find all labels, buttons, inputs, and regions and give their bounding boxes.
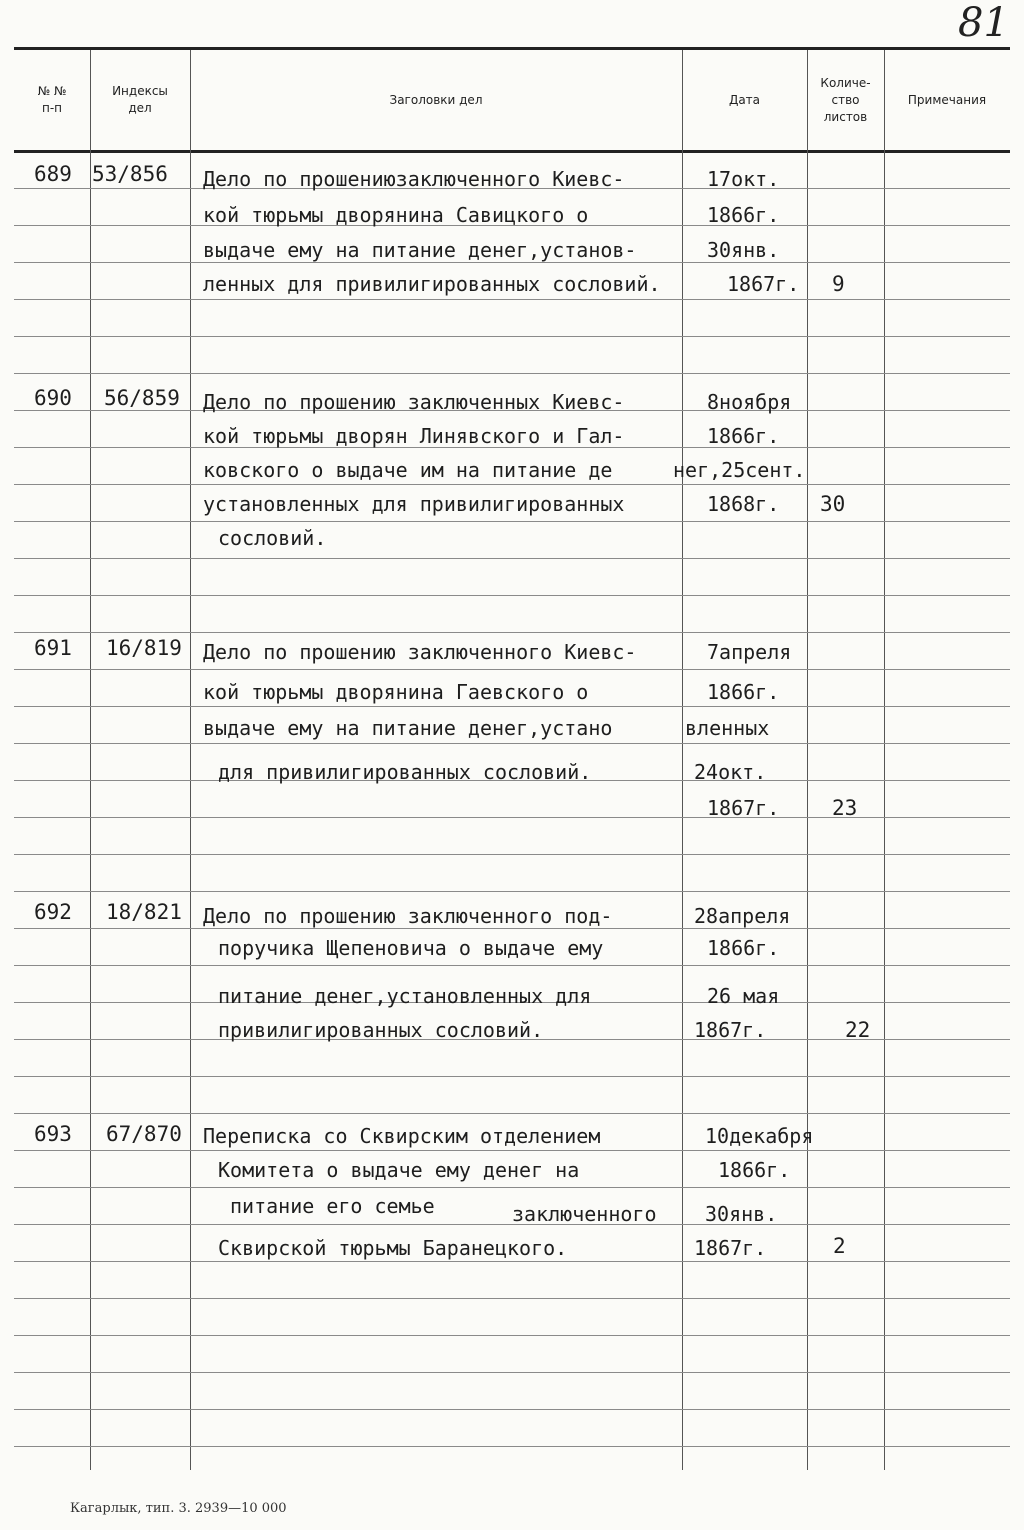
record-title-line: Дело по прошениюзаключенного Киевс- — [203, 167, 625, 191]
record-index: 56/859 — [104, 386, 180, 410]
record-title-line: сословий. — [218, 526, 327, 550]
grid-line — [14, 558, 1010, 559]
record-date-line: 1866г. — [707, 680, 780, 704]
header-col-title: Заголовки дел — [389, 92, 483, 107]
record-date-line: 1866г. — [707, 936, 780, 960]
grid-line — [14, 595, 1010, 596]
record-number: 689 — [34, 162, 72, 186]
record-title-line: кой тюрьмы дворянина Савицкого о — [203, 203, 589, 227]
record-date-line: 28апреля — [694, 904, 791, 928]
record-title-line: Комитета о выдаче ему денег на — [218, 1158, 580, 1182]
header-col-sheets: Количе- ство листов — [820, 75, 871, 124]
grid-line — [14, 706, 1010, 707]
record-title-line: ленных для привилигированных сословий. — [203, 272, 661, 296]
grid-line — [14, 336, 1010, 337]
record-number: 691 — [34, 636, 72, 660]
record-date-line: 1866г. — [707, 424, 780, 448]
grid-line — [14, 262, 1010, 263]
grid-line — [14, 1076, 1010, 1077]
top-rule — [14, 47, 1010, 50]
record-date-line: 7апреля — [707, 640, 792, 664]
record-title-line: для привилигированных сословий. — [218, 760, 592, 784]
record-title-line: поручика Щепеновича о выдаче ему — [218, 936, 604, 960]
record-title-line: Дело по прошению заключенного Киевс- — [203, 640, 637, 664]
record-title-line: ковского о выдаче им на питание де — [203, 458, 613, 482]
record-number: 693 — [34, 1122, 72, 1146]
record-title-line: выдаче ему на питание денег,устано — [203, 716, 613, 740]
record-date-line: 24окт. — [694, 760, 767, 784]
record-date-line: 1867г. — [694, 1018, 767, 1042]
record-sheets: 23 — [832, 796, 858, 820]
header-rule — [14, 150, 1010, 153]
grid-line — [14, 521, 1010, 522]
record-title-line: кой тюрьмы дворян Линявского и Гал- — [203, 424, 625, 448]
grid-line — [14, 928, 1010, 929]
grid-line — [14, 854, 1010, 855]
grid-line — [14, 299, 1010, 300]
record-date-line: 1866г. — [718, 1158, 791, 1182]
column-divider — [807, 50, 808, 1470]
record-date-line: 30янв. — [705, 1202, 778, 1226]
record-title-line: питание его семье — [230, 1194, 435, 1218]
record-date-line: 1867г. — [694, 1236, 767, 1260]
record-number: 690 — [34, 386, 72, 410]
record-sheets: 2 — [833, 1234, 846, 1258]
record-title-line: Переписка со Сквирским отделением — [203, 1124, 601, 1148]
grid-line — [14, 891, 1010, 892]
column-divider — [884, 50, 885, 1470]
record-title-line: Дело по прошению заключенного под- — [203, 904, 613, 928]
record-date-line: 8ноября — [707, 390, 792, 414]
grid-line — [14, 1187, 1010, 1188]
record-title-line: установленных для привилигированных — [203, 492, 625, 516]
record-date-line: нег,25сент. — [673, 458, 806, 482]
record-title-line: Дело по прошению заключенных Киевс- — [203, 390, 625, 414]
record-number: 692 — [34, 900, 72, 924]
record-date-line: 1868г. — [707, 492, 780, 516]
record-index: 18/821 — [106, 900, 182, 924]
record-sheets: 9 — [832, 272, 845, 296]
printer-imprint: Кагарлык, тип. 3. 2939—10 000 — [70, 1501, 287, 1516]
grid-line — [14, 743, 1010, 744]
record-date-line: 1867г. — [727, 272, 800, 296]
record-date-line: 1867г. — [707, 796, 780, 820]
grid-line — [14, 817, 1010, 818]
record-title-line: выдаче ему на питание денег,установ- — [203, 238, 637, 262]
grid-line — [14, 1113, 1010, 1114]
grid-line — [14, 1335, 1010, 1336]
grid-line — [14, 1261, 1010, 1262]
grid-line — [14, 965, 1010, 966]
record-index: 16/819 — [106, 636, 182, 660]
grid-line — [14, 373, 1010, 374]
column-divider — [90, 50, 91, 1470]
record-date-line: 30янв. — [707, 238, 780, 262]
record-date-line: 26 мая — [707, 984, 780, 1008]
grid-line — [14, 484, 1010, 485]
record-index: 53/856 — [92, 162, 168, 186]
page-number: 81 — [958, 0, 1009, 46]
grid-line — [14, 1298, 1010, 1299]
record-index: 67/870 — [106, 1122, 182, 1146]
grid-line — [14, 1409, 1010, 1410]
header-col-date: Дата — [728, 92, 761, 107]
column-divider — [682, 50, 683, 1470]
header-col-index: Индексы дел — [112, 84, 168, 115]
record-date-line: 10декабря — [705, 1124, 814, 1148]
record-date-line: 17окт. — [707, 167, 780, 191]
record-title-line: кой тюрьмы дворянина Гаевского о — [203, 680, 589, 704]
grid-line — [14, 1446, 1010, 1447]
record-sheets: 30 — [820, 492, 846, 516]
record-sheets: 22 — [845, 1018, 871, 1042]
column-divider — [190, 50, 191, 1470]
record-title-line: Сквирской тюрьмы Баранецкого. — [218, 1236, 568, 1260]
record-title-line: привилигированных сословий. — [218, 1018, 544, 1042]
record-title-extra: заключенного — [512, 1202, 657, 1226]
record-date-line: вленных — [685, 716, 770, 740]
record-date-line: 1866г. — [707, 203, 780, 227]
grid-line — [14, 632, 1010, 633]
record-title-line: питание денег,установленных для — [218, 984, 592, 1008]
header-col-number: № № п-п — [37, 84, 67, 115]
grid-line — [14, 669, 1010, 670]
grid-line — [14, 1372, 1010, 1373]
grid-line — [14, 1150, 1010, 1151]
header-col-notes: Примечания — [907, 92, 987, 107]
